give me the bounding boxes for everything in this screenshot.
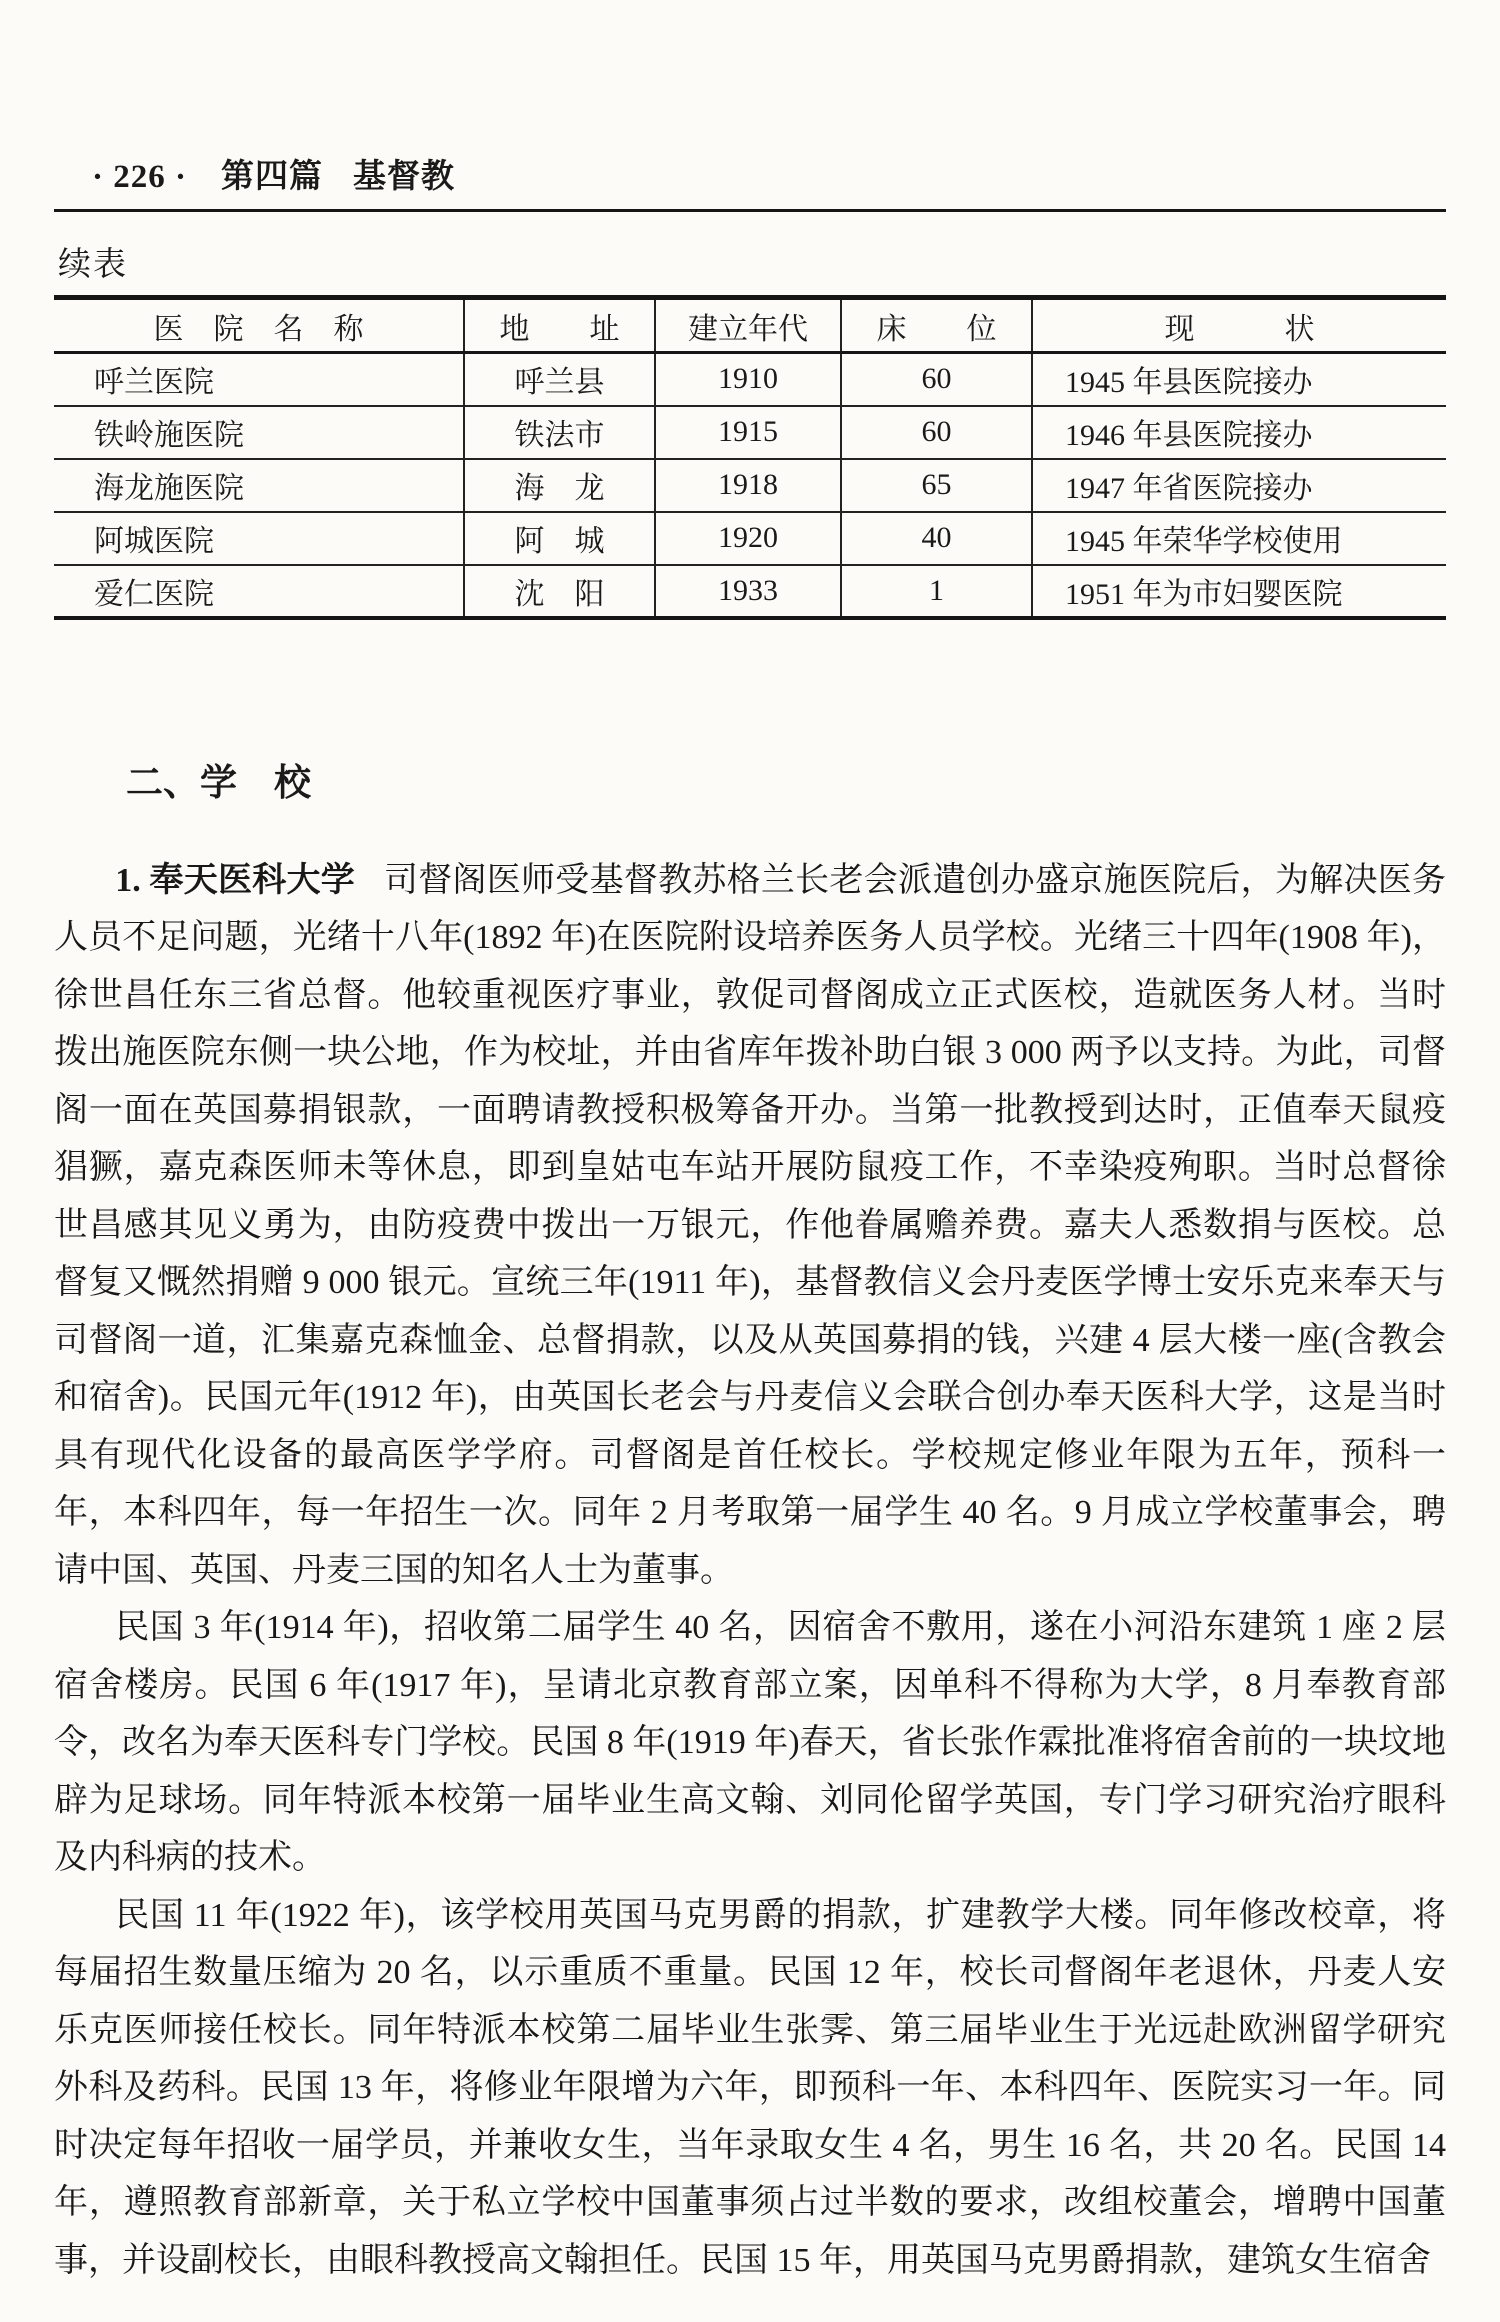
- beds-cell: 60: [841, 353, 1032, 406]
- table-row: [54, 459, 1446, 512]
- year-cell: 1920: [655, 512, 841, 565]
- table-row: [54, 353, 1446, 406]
- column-header-current-status: 现 状: [1032, 298, 1446, 353]
- page-content: [54, 150, 1446, 2289]
- body-text: [54, 852, 1446, 2290]
- column-header-beds: 床 位: [841, 298, 1032, 353]
- page-number: · 226 ·: [92, 159, 188, 195]
- address-cell: 沈 阳: [464, 565, 655, 618]
- beds-cell: 60: [841, 406, 1032, 459]
- beds-cell: 1: [841, 565, 1032, 618]
- column-header-address: 地 址: [464, 298, 655, 353]
- status-cell: 1945 年荣华学校使用: [1032, 512, 1446, 565]
- year-cell: 1910: [655, 353, 841, 406]
- beds-cell: 40: [841, 512, 1032, 565]
- address-cell: 海 龙: [464, 459, 655, 512]
- status-cell: 1951 年为市妇婴医院: [1032, 565, 1446, 618]
- hospital-name-cell: 爱仁医院: [94, 577, 214, 611]
- table-header-row: [54, 298, 1446, 353]
- table-row: [54, 406, 1446, 459]
- status-cell: 1946 年县医院接办: [1032, 406, 1446, 459]
- beds-cell: 65: [841, 459, 1032, 512]
- paragraph-lead-bold: 1. 奉天医科大学: [115, 861, 356, 899]
- paragraph-republic-year-3: [54, 1599, 1446, 1887]
- paragraph-text: 民国 11 年(1922 年)，该学校用英国马克男爵的捐款，扩建教学大楼。同年修改校章，将每届招生数量压缩为 20 名，以示重质不重量。民国 12 年，校长司督阁年老退休，丹麦人安乐克医师接任校长。同年特派本校第二届毕业生张霁、第三届毕业生于光远赴欧洲留学研究外科及药科。民国 13 年，将修业年限增为六年，即预科一年、本科四年、医院实习一年。同时决定每年招收一届学员，并兼收女生，当年录取女生 4 名，男生 16 名，共 20 名。民国 14 年，遵照教育部新章，关于私立学校中国董事须占过半数的要求，改组校董会，增聘中国董事，并设副校长，由眼科教授高文翰担任。民国 15 年，用英国马克男爵捐款，建筑女生宿舍: [54, 1896, 1446, 2279]
- column-header-founding-year: 建立年代: [655, 298, 841, 353]
- section-heading-schools: 二、学 校: [126, 762, 311, 804]
- paragraph-fengtian-medical-university: [54, 852, 1446, 1600]
- part-title: 基督教: [353, 159, 456, 195]
- hospital-name-cell: 海龙施医院: [54, 459, 464, 512]
- year-cell: 1915: [655, 406, 841, 459]
- status-cell: 1945 年县医院接办: [1032, 353, 1446, 406]
- hospital-name-cell: 铁岭施医院: [54, 406, 464, 459]
- paragraph-text: 司督阁医师受基督教苏格兰长老会派遣创办盛京施医院后，为解决医务人员不足问题，光绪十八年(1892 年)在医院附设培养医务人员学校。光绪三十四年(1908 年)，徐世昌任东三省总督。他较重视医疗事业，敦促司督阁成立正式医校，造就医务人材。当时拨出施医院东侧一块公地，作为校址，并由省库年拨补助白银 3 000 两予以支持。为此，司督阁一面在英国募捐银款，一面聘请教授积极筹备开办。当第一批教授到达时，正值奉天鼠疫猖獗，嘉克森医师未等休息，即到皇姑屯车站开展防鼠疫工作，不幸染疫殉职。当时总督徐世昌感其见义勇为，由防疫费中拨出一万银元，作他眷属赡养费。嘉夫人悉数捐与医校。总督复又慨然捐赠 9 000 银元。宣统三年(1911 年)，基督教信义会丹麦医学博士安乐克来奉天与司督阁一道，汇集嘉克森恤金、总督捐款，以及从英国募捐的钱，兴建 4 层大楼一座(含教会和宿舍)。民国元年(1912 年)，由英国长老会与丹麦信义会联合创办奉天医科大学，这是当时具有现代化设备的最高医学学府。司督阁是首任校长。学校规定修业年限为五年，预科一年，本科四年，每一年招生一次。同年 2 月考取第一届学生 40 名。9 月成立学校董事会，聘请中国、英国、丹麦三国的知名人士为董事。: [54, 861, 1447, 1589]
- table-continued-label: 续表: [58, 247, 128, 283]
- hospitals-table: [54, 295, 1446, 620]
- year-cell: 1933: [655, 565, 841, 618]
- table-row: [54, 512, 1446, 565]
- running-head: [54, 150, 1446, 212]
- column-header-hospital-name: 医 院 名 称: [54, 298, 464, 353]
- hospital-name-cell: 阿城医院: [54, 512, 464, 565]
- part-label: 第四篇: [221, 159, 324, 195]
- address-cell: 铁法市: [464, 406, 655, 459]
- paragraph-text: 民国 3 年(1914 年)，招收第二届学生 40 名，因宿舍不敷用，遂在小河沿东建筑 1 座 2 层宿舍楼房。民国 6 年(1917 年)，呈请北京教育部立案，因单科不得称为大学，8 月奉教育部令，改名为奉天医科专门学校。民国 8 年(1919 年)春天，省长张作霖批准将宿舍前的一块坟地辟为足球场。同年特派本校第一届毕业生高文翰、刘同伦留学英国，专门学习研究治疗眼科及内科病的技术。: [54, 1609, 1446, 1876]
- hospital-name-cell: 呼兰医院: [54, 353, 464, 406]
- paragraph-republic-year-11: [54, 1887, 1446, 2290]
- status-cell: 1947 年省医院接办: [1032, 459, 1446, 512]
- address-cell: 呼兰县: [464, 353, 655, 406]
- address-cell: 阿 城: [464, 512, 655, 565]
- year-cell: 1918: [655, 459, 841, 512]
- table-row: [54, 565, 1446, 618]
